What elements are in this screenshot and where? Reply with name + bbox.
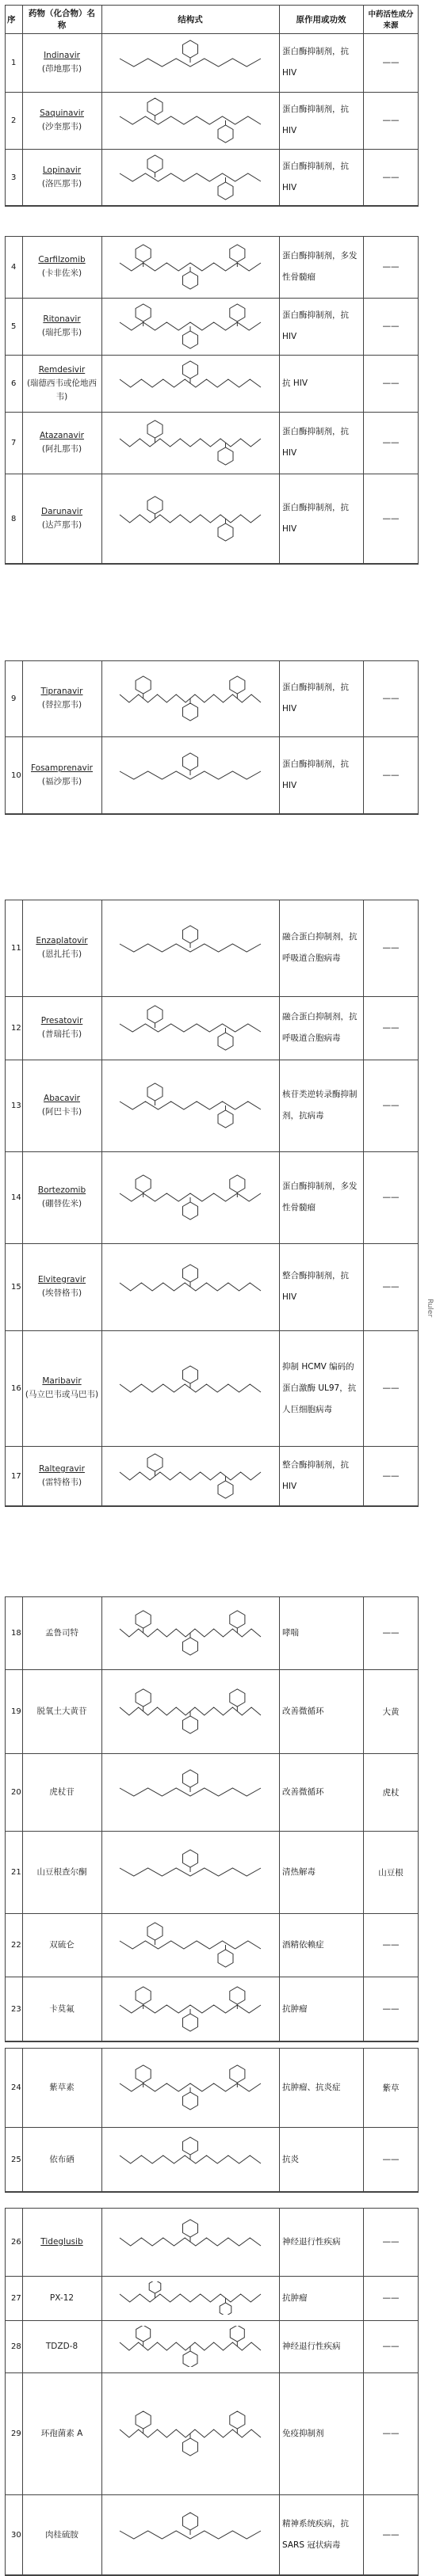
source-cell: ——	[382, 1101, 400, 1110]
row-number: 14	[11, 1193, 21, 1202]
structure-drawing	[108, 1602, 273, 1664]
structure-drawing	[108, 1919, 273, 1971]
structure-drawing	[108, 1065, 273, 1146]
source-cell: ——	[382, 2237, 400, 2247]
row-number: 7	[11, 438, 17, 447]
drug-name-en[interactable]: Abacavir	[44, 1094, 80, 1103]
drug-name-zh: 卡莫氟	[49, 2003, 75, 2014]
row-number: 9	[11, 694, 17, 703]
source-cell: ——	[382, 2293, 400, 2303]
structure-cell	[101, 900, 279, 996]
structure-cell	[101, 236, 279, 298]
drug-name-zh: (瑞托那韦)	[41, 328, 82, 337]
structure-drawing	[108, 905, 273, 991]
scan-side-mark: Ruler	[426, 1299, 434, 1318]
source-cell: ——	[382, 2155, 400, 2164]
structure-cell	[101, 412, 279, 474]
drug-name-zh: (阿巴卡韦)	[41, 1107, 82, 1117]
source-cell: 山豆根	[378, 1867, 403, 1878]
drug-name-en[interactable]: Atazanavir	[39, 431, 85, 440]
structure-drawing	[108, 2281, 273, 2315]
effect-cell	[279, 298, 363, 355]
row-number: 21	[11, 1867, 21, 1877]
source-cell: ——	[382, 1023, 400, 1033]
effect-text: 蛋白酶抑制剂，抗 HIV	[282, 105, 349, 135]
source-cell: ——	[382, 2530, 400, 2540]
source-cell: 紫草	[382, 2083, 400, 2093]
structure-cell	[101, 1913, 279, 1977]
drug-name-en[interactable]: Elvitegravir	[37, 1275, 86, 1284]
drug-name-zh: (恩扎托韦)	[41, 949, 82, 959]
structure-drawing	[108, 1336, 273, 1440]
structure-drawing	[108, 1675, 273, 1748]
structure-drawing	[108, 1249, 273, 1325]
drug-name-en[interactable]: Tipranavir	[40, 687, 83, 696]
structure-cell	[101, 1977, 279, 2041]
structure-drawing	[108, 303, 273, 349]
row-number: 20	[11, 1787, 21, 1797]
row-number: 11	[11, 943, 21, 953]
effect-cell	[279, 1831, 363, 1913]
drug-name-zh: 依布硒	[49, 2154, 75, 2164]
effect-cell	[279, 355, 363, 412]
drug-name-zh: 脱氧土大黄苷	[36, 1706, 87, 1716]
structure-cell	[101, 736, 279, 814]
structure-drawing	[108, 1759, 273, 1825]
structure-drawing	[108, 2378, 273, 2489]
effect-cell	[279, 1060, 363, 1151]
header-effect: 原作用或功效	[296, 14, 346, 25]
drug-name-zh: 双硫仑	[49, 1939, 75, 1950]
source-cell: ——	[382, 1282, 400, 1292]
source-cell: ——	[382, 322, 400, 331]
structure-cell	[101, 1596, 279, 1669]
effect-cell	[279, 1977, 363, 2041]
source-cell: 大黄	[382, 1707, 400, 1717]
structure-drawing	[108, 417, 273, 468]
row-number: 19	[11, 1707, 21, 1716]
row-divider	[5, 2041, 419, 2042]
drug-name-cell	[22, 2127, 101, 2192]
effect-cell	[279, 2494, 363, 2575]
source-cell: ——	[382, 438, 400, 447]
effect-cell	[279, 1151, 363, 1243]
drug-name-zh: (瑞德西韦或伦地西韦)	[26, 378, 98, 401]
effect-cell	[279, 236, 363, 298]
drug-name-cell	[22, 474, 101, 564]
effect-text: 蛋白酶抑制剂，多发性骨髓瘤	[282, 1181, 358, 1212]
drug-name-cell	[22, 1596, 101, 1669]
structure-drawing	[108, 2213, 273, 2270]
effect-text: 蛋白酶抑制剂，抗 HIV	[282, 310, 349, 341]
structure-cell	[101, 2127, 279, 2192]
source-cell: ——	[382, 1628, 400, 1638]
source-cell: ——	[382, 2429, 400, 2438]
drug-name-cell	[22, 736, 101, 814]
source-cell: ——	[382, 694, 400, 703]
structure-drawing	[108, 360, 273, 406]
source-cell: ——	[382, 2004, 400, 2014]
effect-cell	[279, 660, 363, 736]
effect-cell	[279, 412, 363, 474]
drug-name-cell	[22, 1913, 101, 1977]
drug-name-cell	[22, 1243, 101, 1330]
structure-cell	[101, 33, 279, 92]
drug-name-cell	[22, 412, 101, 474]
structure-drawing	[108, 97, 273, 143]
drug-name-cell	[22, 1753, 101, 1831]
row-number: 1	[11, 58, 17, 67]
effect-text: 蛋白酶抑制剂，多发性骨髓瘤	[282, 251, 358, 282]
structure-drawing	[108, 479, 273, 558]
structure-cell	[101, 149, 279, 206]
drug-name-cell	[22, 1831, 101, 1913]
drug-name-cell	[22, 1060, 101, 1151]
effect-text: 蛋白酶抑制剂，抗 HIV	[282, 427, 349, 458]
effect-text: 抗肿瘤	[282, 2003, 308, 2014]
drug-name-zh: PX-12	[49, 2293, 75, 2303]
drug-name-cell	[22, 2320, 101, 2372]
effect-text: 抗肿瘤	[282, 2293, 308, 2303]
drug-name-zh: 肉桂硫胺	[45, 2529, 78, 2540]
structure-drawing	[108, 2326, 273, 2367]
drug-name-en[interactable]: Enzaplatovir	[36, 936, 88, 946]
drug-name-zh: (埃替格韦)	[41, 1288, 82, 1298]
drug-name-zh: (茚地那韦)	[41, 64, 82, 74]
drug-name-zh: (达芦那韦)	[41, 520, 82, 530]
effect-cell	[279, 92, 363, 149]
drug-name-cell	[22, 355, 101, 412]
effect-text: 抑制 HCMV 编码的蛋白激酶 UL97，抗人巨细胞病毒	[282, 1361, 357, 1414]
effect-text: 整合酶抑制剂，抗 HIV	[282, 1271, 349, 1302]
row-number: 8	[11, 514, 17, 523]
header-no: 序	[7, 14, 16, 25]
effect-cell	[279, 736, 363, 814]
effect-text: 哮喘	[282, 1627, 299, 1638]
effect-text: 抗炎	[282, 2154, 299, 2164]
structure-cell	[101, 1669, 279, 1753]
drug-name-zh: (雷特格韦)	[41, 1478, 82, 1487]
drug-name-en[interactable]: Raltegravir	[39, 1464, 85, 1474]
structure-cell	[101, 474, 279, 564]
drug-name-cell	[22, 2208, 101, 2276]
drug-name-zh: (沙奎那韦)	[41, 122, 82, 131]
structure-drawing	[108, 242, 273, 292]
effect-text: 改善微循环	[282, 1786, 324, 1797]
row-number: 22	[11, 1940, 21, 1950]
drug-name-cell	[22, 298, 101, 355]
row-divider	[5, 206, 419, 207]
effect-cell	[279, 1753, 363, 1831]
effect-text: 融合蛋白抑制剂，抗呼吸道合胞病毒	[282, 932, 358, 963]
effect-text: 蛋白酶抑制剂，抗 HIV	[282, 503, 349, 534]
drug-name-en[interactable]: Remdesivir	[38, 364, 86, 375]
row-number: 23	[11, 2004, 21, 2014]
effect-cell	[279, 996, 363, 1060]
structure-cell	[101, 2320, 279, 2372]
drug-name-cell	[22, 2494, 101, 2575]
effect-cell	[279, 2276, 363, 2320]
row-number: 13	[11, 1101, 21, 1110]
effect-text: 神经退行性疾病	[282, 2236, 341, 2247]
drug-name-en[interactable]: Fosamprenavir	[31, 763, 93, 773]
drug-name-en[interactable]: Tideglusib	[40, 2236, 83, 2247]
structure-cell	[101, 2048, 279, 2127]
structure-drawing	[108, 2500, 273, 2570]
effect-text: 改善微循环	[282, 1706, 324, 1716]
effect-cell	[279, 900, 363, 996]
effect-cell	[279, 1913, 363, 1977]
structure-drawing	[108, 742, 273, 809]
structure-cell	[101, 1753, 279, 1831]
structure-cell	[101, 1446, 279, 1506]
source-cell: ——	[382, 262, 400, 272]
row-number: 30	[11, 2530, 21, 2540]
structure-cell	[101, 92, 279, 149]
effect-cell	[279, 1446, 363, 1506]
effect-cell	[279, 149, 363, 206]
structure-cell	[101, 1060, 279, 1151]
row-number: 25	[11, 2155, 21, 2164]
drug-name-zh: (洛匹那韦)	[41, 179, 82, 188]
source-cell: ——	[382, 771, 400, 780]
structure-drawing	[108, 2053, 273, 2121]
effect-text: 蛋白酶抑制剂，抗 HIV	[282, 759, 349, 790]
drug-name-cell	[22, 236, 101, 298]
row-divider	[5, 814, 419, 815]
structure-cell	[101, 2372, 279, 2494]
row-number: 3	[11, 173, 17, 182]
row-number: 6	[11, 379, 17, 388]
drug-name-en[interactable]: Maribavir	[42, 1376, 82, 1386]
row-number: 28	[11, 2342, 21, 2351]
drug-name-en[interactable]: Carfilzomib	[38, 255, 86, 264]
drug-name-zh: (硼替佐米)	[41, 1199, 82, 1208]
structure-cell	[101, 2208, 279, 2276]
row-divider	[5, 1506, 419, 1507]
row-number: 5	[11, 322, 17, 331]
row-number: 18	[11, 1628, 21, 1638]
effect-cell	[279, 1669, 363, 1753]
structure-cell	[101, 1151, 279, 1243]
row-number: 24	[11, 2083, 21, 2092]
drug-name-cell	[22, 1330, 101, 1446]
row-number: 17	[11, 1471, 21, 1481]
drug-name-zh: (福沙那韦)	[41, 777, 82, 786]
effect-text: 神经退行性疾病	[282, 2341, 341, 2351]
source-cell: ——	[382, 514, 400, 523]
drug-name-en[interactable]: Indinavir	[44, 51, 80, 60]
source-cell: ——	[382, 1940, 400, 1950]
structure-cell	[101, 660, 279, 736]
effect-text: 蛋白酶抑制剂，抗 HIV	[282, 683, 349, 713]
drug-name-zh: (马立巴韦或马巴韦)	[25, 1390, 99, 1399]
drug-name-cell	[22, 2372, 101, 2494]
drug-name-cell	[22, 1446, 101, 1506]
source-cell: ——	[382, 2342, 400, 2351]
source-cell: 虎杖	[382, 1787, 400, 1798]
drug-name-cell	[22, 996, 101, 1060]
row-number: 27	[11, 2293, 21, 2303]
drug-name-zh: 虎杖苷	[49, 1786, 75, 1797]
source-cell: ——	[382, 116, 400, 125]
row-divider	[5, 2192, 419, 2193]
source-cell: ——	[382, 1193, 400, 1202]
structure-drawing	[108, 39, 273, 86]
structure-cell	[101, 1243, 279, 1330]
effect-text: 抗肿瘤、抗炎症	[282, 2082, 341, 2092]
structure-cell	[101, 2494, 279, 2575]
structure-drawing	[108, 1982, 273, 2036]
structure-drawing	[108, 1002, 273, 1054]
drug-name-en[interactable]: Lopinavir	[42, 166, 82, 175]
drug-name-cell	[22, 1977, 101, 2041]
drug-name-zh: 环孢菌素 A	[40, 2428, 83, 2438]
effect-text: 精神系统疾病，抗 SARS 冠状病毒	[282, 2519, 349, 2550]
effect-text: 抗 HIV	[282, 378, 308, 388]
drug-name-zh: 紫草素	[49, 2082, 75, 2092]
drug-name-zh: 孟鲁司特	[45, 1627, 78, 1638]
effect-cell	[279, 1243, 363, 1330]
header-structure: 结构式	[178, 14, 203, 25]
drug-name-en[interactable]: Saquinavir	[40, 108, 84, 118]
header-source: 中药活性成分来源	[368, 10, 414, 30]
effect-text: 核苷类逆转录酶抑制剂，抗病毒	[282, 1090, 358, 1121]
effect-cell	[279, 2127, 363, 2192]
row-divider	[5, 564, 419, 565]
source-cell: ——	[382, 943, 400, 953]
drug-name-cell	[22, 1151, 101, 1243]
drug-name-cell	[22, 92, 101, 149]
effect-text: 酒精依赖症	[282, 1939, 324, 1950]
row-number: 16	[11, 1383, 21, 1393]
row-number: 26	[11, 2237, 21, 2247]
effect-cell	[279, 2048, 363, 2127]
drug-name-en[interactable]: Presatovir	[40, 1016, 83, 1025]
effect-cell	[279, 1330, 363, 1446]
row-number: 15	[11, 1282, 21, 1292]
effect-text: 蛋白酶抑制剂，抗 HIV	[282, 162, 349, 192]
structure-drawing	[108, 1836, 273, 1908]
structure-cell	[101, 996, 279, 1060]
effect-cell	[279, 2208, 363, 2276]
drug-name-cell	[22, 1669, 101, 1753]
structure-cell	[101, 1330, 279, 1446]
drug-name-en[interactable]: Bortezomib	[37, 1185, 86, 1195]
row-number: 10	[11, 771, 21, 780]
drug-name-zh: TDZD-8	[45, 2341, 78, 2351]
drug-name-cell	[22, 149, 101, 206]
drug-name-en[interactable]: Ritonavir	[43, 314, 81, 324]
drug-name-en[interactable]: Darunavir	[40, 507, 83, 516]
structure-drawing	[108, 1452, 273, 1501]
drug-name-cell	[22, 900, 101, 996]
drug-name-zh: (替拉那韦)	[41, 700, 82, 710]
structure-drawing	[108, 154, 273, 200]
structure-drawing	[108, 666, 273, 731]
drug-name-cell	[22, 2276, 101, 2320]
effect-text: 蛋白酶抑制剂，抗 HIV	[282, 47, 349, 78]
effect-cell	[279, 474, 363, 564]
structure-cell	[101, 2276, 279, 2320]
effect-text: 免疫抑制剂	[282, 2428, 324, 2438]
source-cell: ——	[382, 1471, 400, 1481]
effect-text: 融合蛋白抑制剂，抗呼吸道合胞病毒	[282, 1012, 358, 1043]
drug-name-zh: (卡非佐米)	[41, 268, 82, 278]
effect-cell	[279, 1596, 363, 1669]
structure-cell	[101, 1831, 279, 1913]
drug-name-cell	[22, 660, 101, 736]
drug-name-cell	[22, 2048, 101, 2127]
source-cell: ——	[382, 379, 400, 388]
structure-drawing	[108, 2133, 273, 2186]
drug-name-zh: (普瑞托韦)	[41, 1029, 82, 1039]
drug-name-zh: (阿扎那韦)	[41, 444, 82, 454]
effect-cell	[279, 2372, 363, 2494]
row-number: 4	[11, 262, 17, 272]
source-cell: ——	[382, 58, 400, 67]
drug-name-zh: 山豆根查尔酮	[36, 1866, 87, 1877]
header-name: 药物（化合物）名称	[29, 9, 95, 30]
row-number: 12	[11, 1023, 21, 1033]
structure-cell	[101, 355, 279, 412]
structure-cell	[101, 298, 279, 355]
row-number: 29	[11, 2429, 21, 2438]
source-cell: ——	[382, 1383, 400, 1393]
effect-text: 清热解毒	[282, 1866, 316, 1877]
row-number: 2	[11, 116, 17, 125]
drug-name-cell	[22, 33, 101, 92]
structure-drawing	[108, 1157, 273, 1238]
effect-text: 整合酶抑制剂，抗 HIV	[282, 1460, 349, 1491]
source-cell: ——	[382, 173, 400, 182]
effect-cell	[279, 2320, 363, 2372]
effect-cell	[279, 33, 363, 92]
